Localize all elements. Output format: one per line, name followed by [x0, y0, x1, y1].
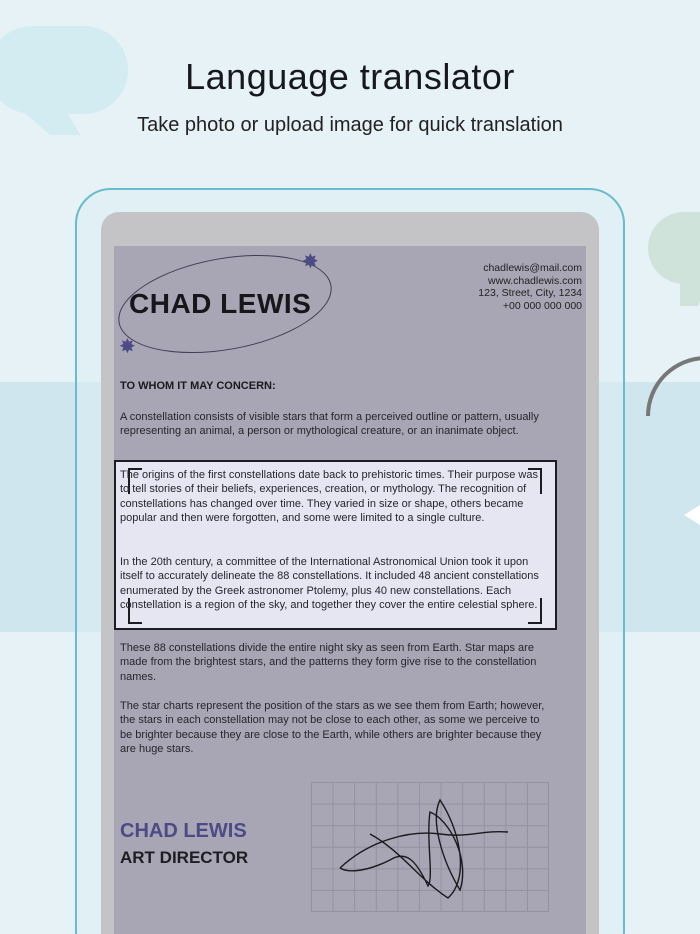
star-icon: ✸	[302, 251, 319, 273]
document-paragraph: These 88 constellations divide the entire night sky as seen from Earth. Star maps are made from the brightest stars, and the patterns they form give rise to the constellation names.	[120, 642, 537, 683]
document-paragraph-selected: In the 20th century, a committee of the International Astronomical Union took it upon itself to accurately delineate the 88 constellations. It included 48 ancient constellations enumerated by the Greek astronomer Ptolemy, plus 40 new constellations. Each constellation is a region of the sky, and together they cover the entire celestial sphere.	[120, 556, 539, 612]
arc-decoration	[646, 356, 700, 416]
salutation: TO WHOM IT MAY CONCERN:	[120, 380, 276, 392]
document-header-name: CHAD LEWIS	[129, 288, 312, 319]
contact-address: 123, Street, City, 1234	[478, 287, 582, 299]
triangle-decoration	[684, 505, 700, 525]
signature-role: ART DIRECTOR	[120, 848, 249, 867]
contact-block	[420, 262, 582, 312]
contact-email: chadlewis@mail.com	[483, 262, 582, 274]
signature-name: CHAD LEWIS	[120, 820, 247, 842]
contact-website: www.chadlewis.com	[488, 274, 582, 287]
contact-phone: +00 000 000 000	[502, 299, 582, 312]
signature-image	[330, 790, 520, 910]
page-subtitle: Take photo or upload image for quick translation	[137, 114, 563, 136]
page-title: Language translator	[185, 56, 515, 97]
document-paragraph: The star charts represent the position of the stars as we see them from Earth; however, the stars in each constellation may not be close to each other, as some we perceive to be brighter because they are close to the Earth, while others are brighter because they are huge stars.	[120, 700, 545, 756]
star-icon: ✸	[119, 336, 136, 358]
chat-bubble-tail-right	[680, 270, 700, 306]
document-paragraph-selected: The origins of the first constellations date back to prehistoric times. Their purpose was to tell stories of their beliefs, experiences, creation, or mythology. The recognition of constellations has changed over time. They varied in size or shape, others became popular and then were forgotten, and some were limited to a single culture.	[120, 469, 538, 525]
document-paragraph: A constellation consists of visible stars that form a perceived outline or pattern, usually representing an animal, a person or mythological creature, or an inanimate object.	[120, 411, 539, 438]
